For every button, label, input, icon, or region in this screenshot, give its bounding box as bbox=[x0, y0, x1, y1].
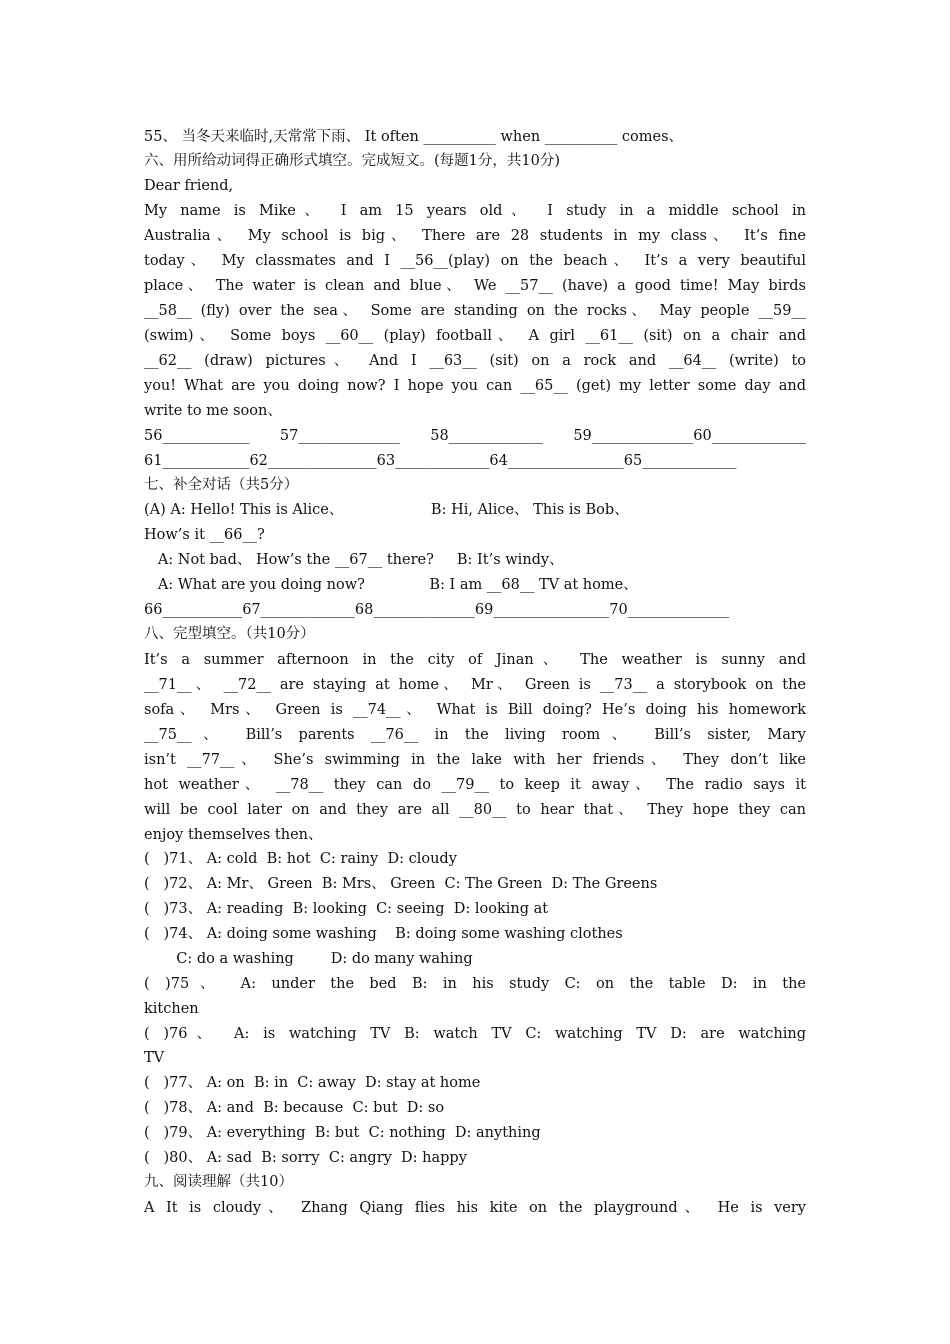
reading-line: A It is cloudy、 Zhang Qiang flies his kite on the playground、 He is very bbox=[144, 1200, 806, 1216]
choice-72: ( )72、 A: Mr、 Green B: Mrs、 Green C: The Green D: The Greens bbox=[144, 876, 658, 892]
answer-blanks-56-60: 56____________ 57______________ 58_____________ 59______________60_____________ bbox=[144, 428, 806, 444]
letter-salutation: Dear friend, bbox=[144, 178, 234, 194]
letter-line: place、 The water is clean and blue、 We __57__ (have) a good time! May birds bbox=[144, 278, 806, 294]
dialogue-line: A: Not bad、 How’s the __67__ there? B: It’s windy、 bbox=[144, 552, 564, 568]
choice-75: ( )75、 A: under the bed B: in his study C: on the table D: in the bbox=[144, 976, 806, 992]
choice-74-cont: C: do a washing D: do many wahing bbox=[144, 951, 473, 967]
dialogue-line: (A) A: Hello! This is Alice、 B: Hi, Alice、 This is Bob、 bbox=[144, 502, 629, 518]
cloze-line: __71__、 __72__ are staying at home、 Mr、 Green is __73__ a storybook on the bbox=[144, 677, 806, 693]
section-8-heading: 八、完型填空。（共10分） bbox=[144, 626, 315, 642]
section-6-heading: 六、用所给动词得正确形式填空。完成短文。(每题1分，共10分) bbox=[144, 153, 560, 169]
letter-line: write to me soon、 bbox=[144, 403, 282, 419]
choice-73: ( )73、 A: reading B: looking C: seeing D: looking at bbox=[144, 901, 549, 917]
choice-78: ( )78、 A: and B: because C: but D: so bbox=[144, 1100, 445, 1116]
cloze-line: hot weather、 __78__ they can do __79__ to keep it away、 The radio says it bbox=[144, 777, 806, 793]
choice-77: ( )77、 A: on B: in C: away D: stay at home bbox=[144, 1075, 481, 1091]
letter-line: today、 My classmates and I __56__(play) on the beach、 It’s a very beautiful bbox=[144, 253, 806, 269]
cloze-line: enjoy themselves then、 bbox=[144, 827, 323, 843]
cloze-line: sofa、 Mrs、 Green is __74__、 What is Bill doing? He’s doing his homework bbox=[144, 702, 806, 718]
choice-75-cont: kitchen bbox=[144, 1001, 199, 1017]
choice-79: ( )79、 A: everything B: but C: nothing D: anything bbox=[144, 1125, 541, 1141]
section-7-heading: 七、补全对话（共5分） bbox=[144, 477, 299, 493]
dialogue-line: How’s it __66__? bbox=[144, 527, 265, 543]
choice-76-cont: TV bbox=[144, 1050, 165, 1066]
question-55: 55、 当冬天来临时,天常常下雨、 It often __________ when __________ comes、 bbox=[144, 129, 684, 145]
letter-line: you! What are you doing now? I hope you can __65__ (get) my letter some day and bbox=[144, 378, 806, 394]
letter-line: __62__ (draw) pictures、 And I __63__ (sit) on a rock and __64__ (write) to bbox=[144, 353, 806, 369]
choice-74: ( )74、 A: doing some washing B: doing some washing clothes bbox=[144, 926, 623, 942]
cloze-line: __75__、 Bill’s parents __76__ in the living room、 Bill’s sister, Mary bbox=[144, 727, 806, 743]
cloze-line: will be cool later on and they are all __80__ to hear that、 They hope they can bbox=[144, 802, 806, 818]
cloze-line: isn’t __77__、 She’s swimming in the lake with her friends、 They don’t like bbox=[144, 752, 806, 768]
letter-line: Australia、 My school is big、 There are 28 students in my class、 It’s fine bbox=[144, 228, 806, 244]
letter-line: __58__ (fly) over the sea、 Some are standing on the rocks、 May people __59__ bbox=[144, 303, 806, 319]
choice-71: ( )71、 A: cold B: hot C: rainy D: cloudy bbox=[144, 851, 457, 867]
cloze-line: It’s a summer afternoon in the city of Jinan、 The weather is sunny and bbox=[144, 652, 806, 668]
answer-blanks-66-70: 66___________67_____________68______________69________________70______________ bbox=[144, 602, 730, 618]
choice-80: ( )80、 A: sad B: sorry C: angry D: happy bbox=[144, 1150, 467, 1166]
dialogue-line: A: What are you doing now? B: I am __68__ TV at home、 bbox=[144, 577, 638, 593]
letter-line: (swim)、 Some boys __60__ (play) football、 A girl __61__ (sit) on a chair and bbox=[144, 328, 806, 344]
section-9-heading: 九、阅读理解（共10） bbox=[144, 1174, 293, 1190]
answer-blanks-61-65: 61____________62_______________63_____________64________________65_____________ bbox=[144, 453, 737, 469]
letter-line: My name is Mike、 I am 15 years old、 I study in a middle school in bbox=[144, 203, 806, 219]
choice-76: ( )76、 A: is watching TV B: watch TV C: watching TV D: are watching bbox=[144, 1026, 806, 1042]
